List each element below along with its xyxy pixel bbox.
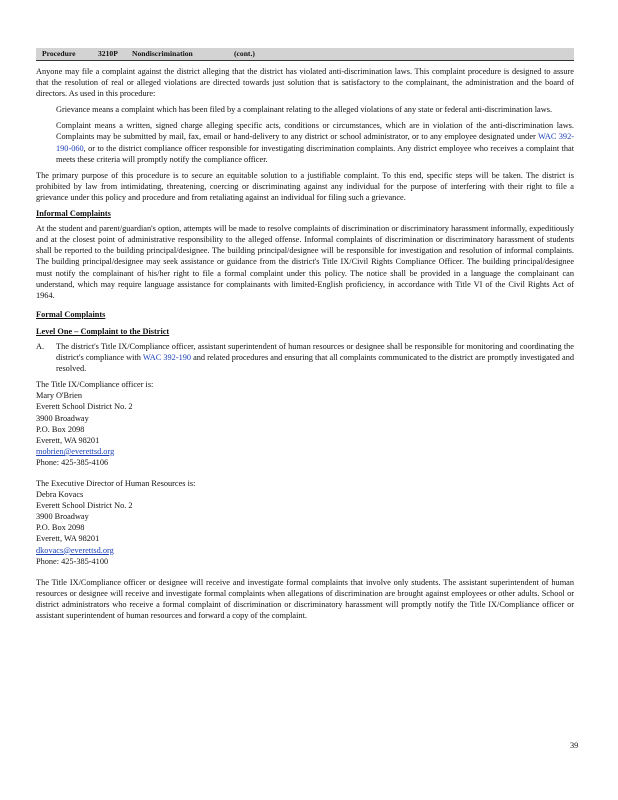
level-one-heading: Level One – Complaint to the District bbox=[36, 326, 170, 336]
contact1-street: 3900 Broadway bbox=[36, 413, 89, 423]
hr-director-contact-block bbox=[36, 478, 574, 567]
contact2-email-link[interactable]: dkovacs@everettsd.org bbox=[36, 545, 114, 555]
item-a-text-b: and related procedures and ensuring that all complaints communicated to the district are promptly investigated and resolved. bbox=[56, 353, 574, 374]
formal-complaints-heading: Formal Complaints bbox=[36, 309, 106, 319]
item-a bbox=[36, 341, 574, 374]
document-body bbox=[36, 66, 574, 626]
contact2-name: Debra Kovacs bbox=[36, 490, 84, 500]
contact1-phone: Phone: 425-385-4106 bbox=[36, 457, 109, 467]
definition-grievance bbox=[36, 104, 574, 115]
definition-complaint bbox=[36, 120, 574, 164]
contact2-po-box: P.O. Box 2098 bbox=[36, 523, 85, 533]
contact2-phone: Phone: 425-385-4100 bbox=[36, 556, 109, 566]
header-continued: (cont.) bbox=[234, 49, 255, 58]
title-ix-contact-block bbox=[36, 379, 574, 468]
informal-complaints-paragraph: At the student and parent/guardian's option, attempts will be made to resolve complaints of discrimination or discriminatory harassment informally, expeditiously and at the closest point of administrative responsibility to the alleged offense. Informal complaints of discrimination or discriminatory harassment of students shall be reported to the building principal/designee. The building principal/designee will be responsible for investigation and resolution of informal complaints. The building principal/designee may seek assistance or guidance from the district's Title IX/Civil Rights Compliance Officer. The building principal/designee must notify the complainant of his/her right to file a formal complaint under this policy. The notice shall be provided in a language the complainant can understand, which may require language assistance for complainants with limited-English proficiency, in accordance with Title VI of the Civil Rights Act of 1964. bbox=[36, 224, 574, 300]
contact2-org: Everett School District No. 2 bbox=[36, 501, 133, 511]
contact2-intro: The Executive Director of Human Resources is: bbox=[36, 479, 196, 488]
contact1-city: Everett, WA 98201 bbox=[36, 435, 100, 445]
definition-grievance-text: Grievance means a complaint which has been filed by a complainant relating to the alleged violations of any state or federal anti-discrimination laws. bbox=[56, 105, 553, 115]
contact1-email-link[interactable]: mobrien@everettsd.org bbox=[36, 446, 115, 456]
page-number: 39 bbox=[570, 741, 579, 750]
contact1-intro: The Title IX/Compliance officer is: bbox=[36, 380, 154, 390]
contact1-po-box: P.O. Box 2098 bbox=[36, 424, 85, 434]
primary-purpose-paragraph: The primary purpose of this procedure is to secure an equitable solution to a justifiable complaint. To this end, specific steps will be taken. The district is prohibited by law from intimidating, threatening, coercing or discriminating against any individual for the purpose of interfering with their right to file a grievance under this policy and procedure and from retaliating against an individual for filing such a grievance. bbox=[36, 170, 574, 202]
header-procedure-label: Procedure bbox=[42, 49, 76, 58]
wac-392-190-060-link[interactable]: WAC 392-190-060 bbox=[56, 132, 574, 153]
informal-complaints-heading: Informal Complaints bbox=[36, 209, 111, 219]
contact2-city: Everett, WA 98201 bbox=[36, 534, 100, 544]
wac-392-190-link[interactable]: WAC 392-190 bbox=[142, 353, 192, 363]
item-a-text-a: The district's Title IX/Compliance officer, assistant superintendent of human resources or designee shall be responsible for monitoring and coordinating the district's compliance with bbox=[56, 341, 574, 363]
definition-complaint-text-a: Complaint means a written, signed charge alleging specific acts, conditions or circumstances, which are in violation of the anti-discrimination laws. Complaints may be submitted by mail, fax, email or hand-delivery to any district or school administrator, or to any employee designated under bbox=[56, 121, 574, 142]
header-procedure-number: 3210P bbox=[98, 49, 118, 58]
item-a-label: A. bbox=[36, 341, 45, 351]
contact1-org: Everett School District No. 2 bbox=[36, 402, 133, 412]
closing-paragraph: The Title IX/Compliance officer or designee will receive and investigate formal complaints that involve only students. The assistant superintendent of human resources or designee will receive and investigate formal complaints when allegations of discrimination are brought against employees or other adults. School or district administrators who receive a formal complaint of discrimination or discriminatory harassment will promptly notify the Title IX/Compliance officer or assistant superintendent of human resources and forward a copy of the complaint. bbox=[36, 577, 574, 621]
intro-paragraph: Anyone may file a complaint against the district alleging that the district has violated anti-discrimination laws. This complaint procedure is designed to assure that the resolution of real or alleged violations are directed towards just solution that is satisfactory to the complainant, the administration and the board of directors. As used in this procedure: bbox=[36, 67, 574, 99]
header-title: Nondiscrimination bbox=[132, 49, 193, 58]
contact1-name: Mary O'Brien bbox=[36, 391, 82, 401]
procedure-header-bar bbox=[36, 48, 574, 61]
contact2-street: 3900 Broadway bbox=[36, 512, 89, 522]
definition-complaint-text-b: , or to the district compliance officer responsible for investigating discrimination complaints. Any district employee who receives a complaint that meets these criteria will promptly notify the compliance officer. bbox=[56, 143, 574, 164]
